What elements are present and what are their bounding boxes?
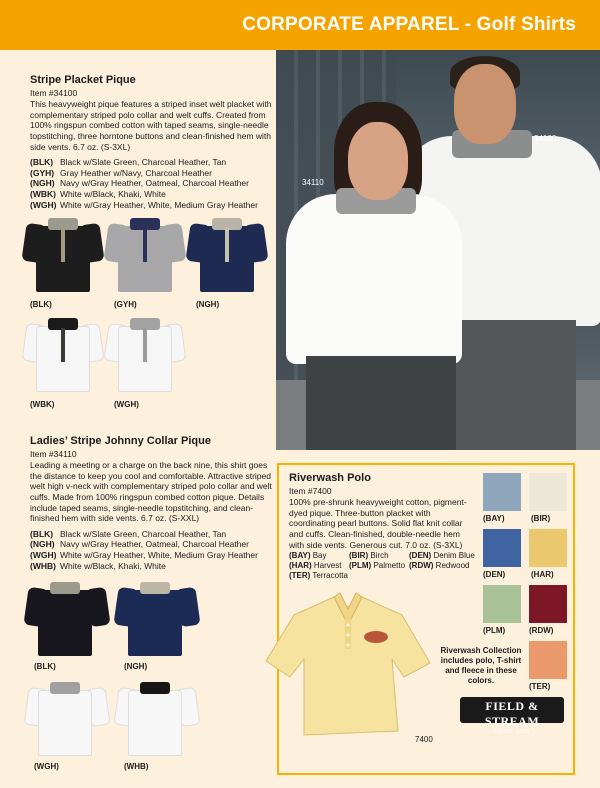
ladies-swatch-blk — [30, 580, 104, 658]
swatch-label: (BIR) — [531, 514, 551, 523]
swatch-label: (HAR) — [531, 570, 554, 579]
swatch-label: (NGH) — [124, 662, 148, 671]
color-entry: (DEN) Denim Blue — [409, 551, 475, 560]
shirt-swatch-ngh — [192, 216, 262, 294]
page-title: CORPORATE APPAREL - Golf Shirts — [242, 14, 576, 35]
riverwash-section — [289, 473, 477, 550]
color-entry: (WBK) White w/Black, Khaki, White — [30, 188, 166, 199]
section-title: Ladies’ Stripe Johnny Collar Pique — [30, 435, 211, 447]
color-swatch-den — [483, 529, 521, 567]
product-number: 7400 — [415, 735, 433, 744]
item-number: Item #34110 — [30, 448, 77, 459]
swatch-label: (DEN) — [483, 570, 506, 579]
male-model-head — [454, 64, 516, 144]
collection-note: Riverwash Collection includes polo, T-shirt and fleece in these colors. — [440, 646, 522, 685]
swatch-label: (WGH) — [114, 400, 139, 409]
product-description: Leading a meeting or a charge on the back nine, this shirt goes the distance to keep you cool and comfortable. Attractive striped welt high v-neck with complementary striped polo collar and welt cuffs. Made from 100% ringspun combed cotton pique. Details include taped seams, single-needle topstitching, and clean-finished hem with side vents. 6.7 oz. (S-XXL) — [30, 460, 272, 524]
ladies-swatch-whb — [120, 680, 194, 758]
logo-text: FIELD & STREAM — [484, 699, 540, 728]
color-swatch-bay — [483, 473, 521, 511]
color-list — [30, 157, 272, 210]
ladies-swatch-wgh — [30, 680, 104, 758]
color-list — [30, 529, 276, 571]
color-swatch-plm — [483, 585, 521, 623]
models-photo — [276, 50, 600, 450]
shirt-swatch-wbk — [28, 316, 98, 394]
color-entry: (NGH) Navy w/Gray Heather, Oatmeal, Charcoal Heather — [30, 178, 249, 189]
swatch-label: (BLK) — [34, 662, 56, 671]
product-description: 100% pre-shrunk heavyweight cotton, pigment-dyed pique. Three-button placket with coordinating pearl buttons. Solid flat knit collar and cuffs. Clean-finished, double-needle hem with side vents. Generous cut. 7.0 oz. (S-3XL) — [289, 497, 467, 550]
swatch-label: (RDW) — [529, 626, 554, 635]
swatch-label: (PLM) — [483, 626, 506, 635]
color-entry: (BIR) Birch — [349, 551, 389, 560]
swatch-label: (WHB) — [124, 762, 149, 771]
shirt-swatch-gyh — [110, 216, 180, 294]
color-entry: (TER) Terracotta — [289, 571, 348, 580]
color-entry: (HAR) Harvest — [289, 561, 342, 570]
section-title: Stripe Placket Pique — [30, 74, 136, 86]
item-number: Item #7400 — [289, 485, 332, 496]
color-entry: (PLM) Palmetto — [349, 561, 406, 570]
photo-label-left: 34110 — [302, 178, 324, 187]
header-banner — [0, 0, 600, 50]
female-model-pants — [306, 356, 456, 450]
color-entry: (WGH) White w/Gray Heather, White, Medium Gray Heather — [30, 199, 258, 210]
color-entry: (BAY) Bay — [289, 551, 327, 560]
color-swatch-ter — [529, 641, 567, 679]
female-model-head — [348, 122, 408, 200]
color-entry: (GYH) Gray Heather w/Navy, Charcoal Heather — [30, 167, 212, 178]
color-entry: (RDW) Redwood — [409, 561, 470, 570]
ladies-swatch-ngh — [120, 580, 194, 658]
photo-label-right: 34100 — [534, 134, 557, 143]
color-swatch-rdw — [529, 585, 567, 623]
color-swatch-bir — [529, 473, 567, 511]
color-swatch-har — [529, 529, 567, 567]
color-entry: (BLK) Black w/Slate Green, Charcoal Heather, Tan — [30, 157, 227, 168]
swatch-label: (GYH) — [114, 300, 137, 309]
shirt-swatch-blk — [28, 216, 98, 294]
swatch-label: (WBK) — [30, 400, 55, 409]
swatch-label: (BLK) — [30, 300, 52, 309]
swatch-label: (NGH) — [196, 300, 220, 309]
ladies-section — [30, 436, 276, 571]
riverwash-polo-image — [264, 585, 432, 737]
swatch-label: (BAY) — [483, 514, 505, 523]
swatch-label: (TER) — [529, 682, 551, 691]
color-entry: (BLK) Black w/Slate Green, Charcoal Heather, Tan — [30, 528, 227, 539]
female-model-shirt — [286, 194, 462, 364]
field-and-stream-logo — [460, 697, 564, 735]
color-entry: (WHB) White w/Black, Khaki, White — [30, 560, 166, 571]
item-number: Item #34100 — [30, 87, 78, 98]
color-entry: (NGH) Navy w/Gray Heather, Oatmeal, Charcoal Heather — [30, 539, 249, 550]
logo-subtext: SINCE 1871 — [493, 729, 531, 735]
section-title: Riverwash Polo — [289, 472, 371, 484]
shirt-swatch-wgh — [110, 316, 180, 394]
stripe-placket-section — [30, 75, 272, 210]
swatch-label: (WGH) — [34, 762, 59, 771]
color-entry: (WGH) White w/Gray Heather, White, Medium Gray Heather — [30, 549, 258, 560]
product-description: This heavyweight pique features a striped inset welt placket with complementary striped polo collar and welt cuffs. Created from 100% ringspun combed cotton with taped seams, single-needle topstitching, three horntone buttons and clean-finished hem with side vents. 6.7 oz. (S-3XL) — [30, 99, 272, 152]
